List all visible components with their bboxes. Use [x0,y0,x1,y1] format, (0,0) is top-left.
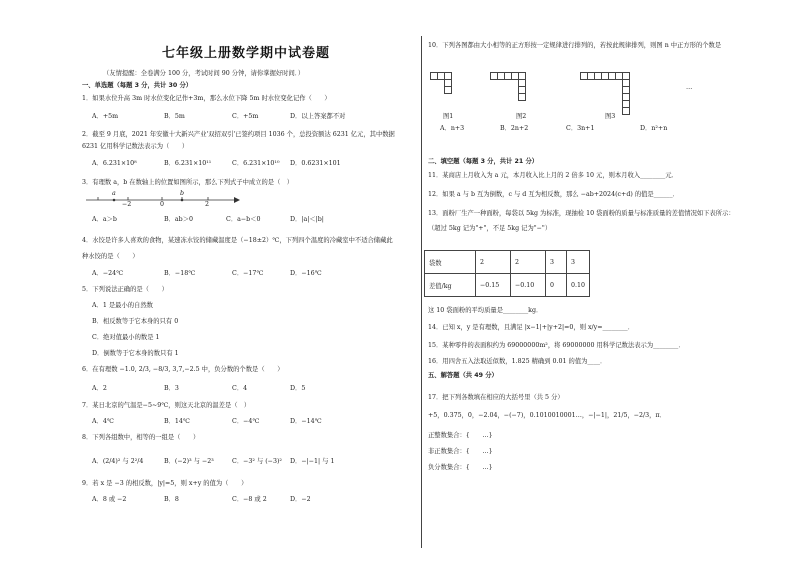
q10-option-d: D．n²+n [640,125,668,132]
table-cell: 2 [511,251,546,274]
question-17-numbers: +5，0.375，0，−2.04，−(−7)，0.1010010001…，−|−1|，21/5，−2/3，π． [428,412,666,419]
figure-2-caption: 图2 [516,113,527,120]
question-7: 7．某日北京的气温是−5~9℃，则这天北京的温差是（ ） [82,402,251,409]
table-cell: 0 [546,274,567,297]
q7-option-a: A．4℃ [92,418,114,425]
number-line-arrow [234,197,240,203]
table-cell: −0.15 [476,274,511,297]
point-a [113,199,116,202]
question-9: 9．若 x 是 −3 的相反数，|y|=5，则 x+y 的值为（ ） [82,480,248,487]
q4-option-d: D．−16℃ [290,270,322,277]
tick-label-0: 0 [160,201,165,208]
q1-option-a: A．+5m [92,113,119,120]
table-row [425,251,590,274]
section-2-heading: 二、填空题（每题 3 分，共计 21 分） [428,158,539,165]
q3-option-d: D．|a|＜|b| [290,216,324,223]
q6-option-d: D．5 [290,385,306,392]
question-16: 16．用四舍五入法取近似数，1.825 精确到 0.01 的值为____． [428,358,607,365]
q1-option-d: D．以上答案都不对 [290,113,346,120]
section-3-heading: 五、解答题（共 49 分） [428,372,498,379]
non-positive-set: 非正数集合：{ …} [428,448,493,455]
q5-option-b: B．相反数等于它本身的只有 0 [92,318,179,325]
axis-label-b: b [180,190,185,197]
q3-option-c: C．a−b＜0 [226,216,261,223]
q5-option-c: C．绝对值最小的数是 1 [92,334,160,341]
table-cell: 3 [567,251,590,274]
exam-note: （友情提醒：全卷满分 100 分，考试时间 90 分钟，请你掌握好时间．） [103,70,305,77]
tick-label-neg2: −2 [122,201,132,208]
q9-option-b: B．8 [164,496,179,503]
question-6: 6．在有理数 −1.0, 2/3, −8/3, 3,7,−2.5 中，负分数的个数是（ ） [82,366,284,373]
q7-option-d: D．−14℃ [290,418,322,425]
table-cell: 3 [546,251,567,274]
figure-ellipsis: … [686,84,693,91]
question-3: 3．有理数 a，b 在数轴上的位置如图所示，那么下列式子中成立的是（ ） [82,179,293,186]
q2-option-a: A．6.231×10⁸ [92,160,137,167]
q10-option-b: B．2n+2 [500,125,529,132]
question-2-line-2: 6231 亿用科学记数法表示为（ ） [82,143,189,150]
page-title: 七年级上册数学期中试卷题 [162,46,331,61]
table-cell: 2 [476,251,511,274]
question-15: 15．某种零件的表面积约为 69000000m²，将 69000000 用科学记数法表示为________． [428,342,685,349]
q8-option-a: A．(2/4)² 与 2²/4 [92,458,144,465]
q9-option-a: A．8 或 −2 [92,496,127,503]
table-cell: 差值/kg [425,274,476,297]
q2-option-c: C．6.231×10¹⁰ [232,160,280,167]
table-cell: 0.10 [567,274,590,297]
question-13-line-1: 13．面粉厂生产一种面粉，每袋以 5kg 为标准，现抽检 10 袋面粉的质量与标准质量的差值情况如下表所示： [428,210,735,217]
q6-option-c: C．4 [232,385,248,392]
q5-option-a: A．1 是最小的自然数 [92,302,153,309]
table-cell: 袋数 [425,251,476,274]
q1-option-b: B．5m [164,113,185,120]
q8-option-c: C．−3² 与 (−3)² [232,458,282,465]
q5-option-d: D．倒数等于它本身的数只有 1 [92,350,179,357]
q4-option-b: B．−18℃ [164,270,196,277]
q8-option-d: D．−|−1| 与 1 [290,458,335,465]
q1-option-c: C．+5m [232,113,259,120]
q9-option-d: D．−2 [290,496,311,503]
question-11: 11．某商店上月收入为 a 元，本月收入比上月的 2 倍多 10 元，则本月收入________元． [428,172,678,179]
q2-option-b: B．6.231×10¹¹ [164,160,212,167]
question-12: 12．如果 a 与 b 互为倒数，c 与 d 互为相反数，那么 −ab+2024(c+d) 的值是______． [428,191,679,198]
q6-option-b: B．3 [164,385,179,392]
q6-option-a: A．2 [92,385,107,392]
figure-1-caption: 图1 [443,113,454,120]
q10-option-a: A．n+3 [440,125,465,132]
question-5: 5．下列说法正确的是（ ） [82,286,168,293]
question-17: 17．把下列各数填在相应的大括号里（共 5 分） [428,394,564,401]
q8-option-b: B．(−2)³ 与 −2³ [164,458,214,465]
figure-3-caption: 图3 [605,113,616,120]
q7-option-b: B．14℃ [164,418,190,425]
tick-label-2: 2 [205,201,210,208]
axis-label-a: a [112,190,116,197]
question-13-line-3: 这 10 袋面粉的平均质量是________kg． [428,307,543,314]
q10-option-c: C．3n+1 [566,125,595,132]
q2-option-d: D．0.6231×101 [290,160,341,167]
question-14: 14．已知 x，y 是有理数，且满足 |x−1|+|y+2|=0，则 x/y=________． [428,324,634,331]
q3-option-b: B．ab＞0 [164,216,194,223]
q7-option-c: C．−4℃ [232,418,260,425]
q3-option-a: A．a＞b [92,216,117,223]
positive-integer-set: 正整数集合：{ …} [428,432,493,439]
q4-option-a: A．−24℃ [92,270,124,277]
section-1-heading: 一、单选题（每题 3 分，共计 30 分） [82,82,193,89]
question-10: 10．下列各图都由大小相等的正方形按一定规律进行排列的，若按此规律排列，则图 n 中正方形的个数是 [428,42,722,49]
question-4-line-2: 种水饺的是（ ） [82,253,139,260]
point-b [181,199,184,202]
column-divider [421,36,422,548]
q9-option-c: C．−8 或 2 [232,496,267,503]
question-8: 8．下列各组数中，相等的一组是（ ） [82,434,200,441]
question-2-line-1: 2．截至 9 月底，2021 年安徽十大新兴产业'双招双引'已签约项目 1036 个，总投资额达 6231 亿元，其中数据 [82,131,395,138]
question-4-line-1: 4．水饺是许多人喜欢的食物，某速冻水饺的储藏温度是（−18±2）℃，下列四个温度的冷藏室中不适合储藏此 [82,237,393,244]
q4-option-c: C．−17℃ [232,270,264,277]
negative-fraction-set: 负分数集合：{ …} [428,464,493,471]
bag-weight-table [424,250,590,297]
question-13-line-2: （超过 5kg 记为"+"，不足 5kg 记为"−"） [428,225,552,232]
question-1: 1．如果水位升高 3m 时水位变化记作+3m，那么水位下降 5m 时水位变化记作（ ） [82,95,331,102]
table-cell: −0.10 [511,274,546,297]
table-row [425,274,590,297]
